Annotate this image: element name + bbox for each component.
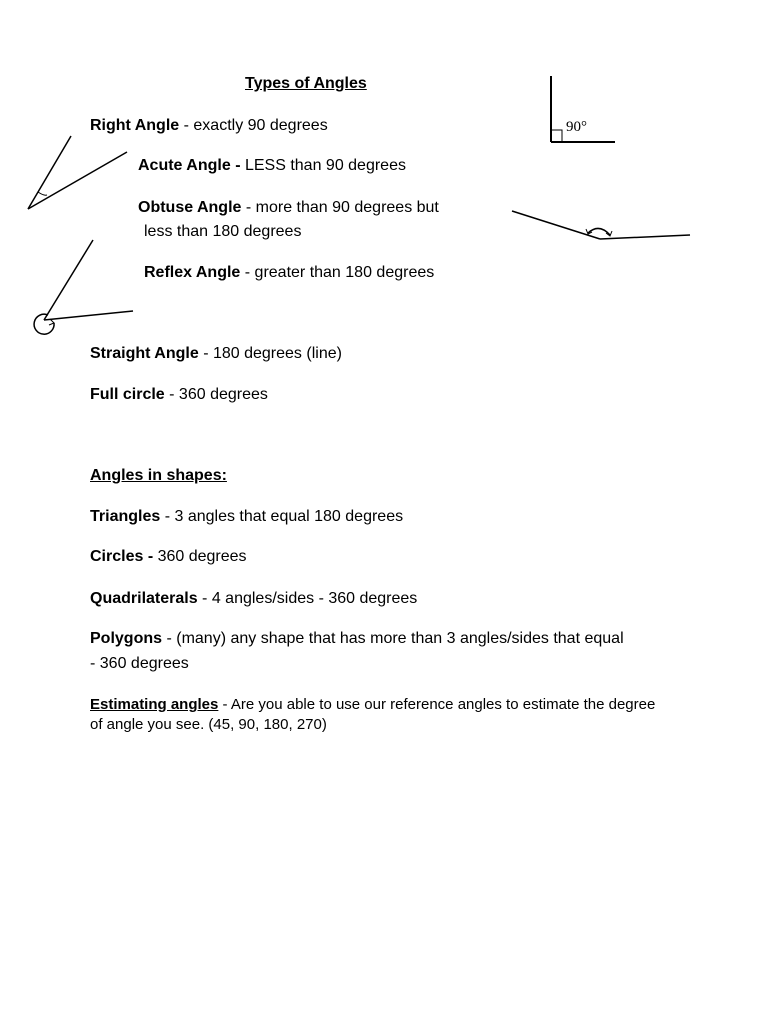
term-circles: Circles [90, 548, 144, 565]
desc-full-circle: 360 degrees [178, 386, 268, 403]
separator: - [143, 548, 158, 565]
quadrilaterals-definition [90, 589, 417, 609]
separator: - [164, 386, 179, 403]
desc-quadrilaterals: 4 angles/sides - 360 degrees [211, 590, 418, 607]
term-triangles: Triangles [90, 508, 161, 525]
straight-angle-definition [90, 344, 342, 364]
acute-angle-figure [20, 130, 135, 215]
term-obtuse-angle: Obtuse Angle [138, 199, 242, 216]
estimating-angles-paragraph [90, 695, 660, 735]
obtuse-angle-figure [510, 205, 695, 245]
right-angle-definition [90, 116, 328, 136]
desc-right-angle: exactly 90 degrees [193, 117, 328, 134]
reflex-angle-definition [144, 263, 434, 283]
circles-definition [90, 547, 247, 567]
reflex-angle-figure [20, 235, 140, 335]
term-reflex-angle: Reflex Angle [144, 264, 241, 281]
desc-polygons: (many) any shape that has more than 3 angles/sides that equal [176, 630, 624, 647]
term-acute-angle: Acute Angle [138, 157, 231, 174]
separator: - [179, 117, 194, 134]
right-angle-figure [540, 70, 630, 150]
right-angle-label: 90° [566, 119, 587, 135]
polygons-definition-cont: - 360 degrees [90, 655, 189, 672]
desc-triangles: 3 angles that equal 180 degrees [174, 508, 404, 525]
acute-angle-definition [138, 156, 406, 176]
separator: - [230, 157, 245, 174]
term-estimating-angles: Estimating angles [90, 696, 219, 713]
desc-circles: 360 degrees [157, 548, 247, 565]
term-polygons: Polygons [90, 630, 163, 647]
separator: - [218, 696, 231, 713]
separator: - [162, 630, 177, 647]
desc-obtuse-angle: more than 90 degrees but [255, 199, 439, 216]
term-straight-angle: Straight Angle [90, 345, 199, 362]
separator: - [240, 264, 255, 281]
shapes-heading: Angles in shapes: [90, 467, 227, 484]
term-full-circle: Full circle [90, 386, 165, 403]
polygons-definition [90, 629, 624, 649]
page-title: Types of Angles [245, 75, 367, 92]
term-right-angle: Right Angle [90, 117, 180, 134]
separator: - [198, 345, 213, 362]
desc-acute-angle: LESS than 90 degrees [244, 157, 406, 174]
full-circle-definition [90, 385, 268, 405]
desc-straight-angle: 180 degrees (line) [212, 345, 342, 362]
desc-estimating-angles: Are you able to use our reference angles to estimate the degree of angle you see. (45, 90, 180, 270) [90, 696, 656, 733]
separator: - [197, 590, 212, 607]
term-quadrilaterals: Quadrilaterals [90, 590, 198, 607]
triangles-definition [90, 507, 403, 527]
separator: - [241, 199, 256, 216]
obtuse-angle-definition [138, 198, 439, 218]
obtuse-angle-definition-cont: less than 180 degrees [144, 223, 302, 240]
separator: - [160, 508, 175, 525]
desc-reflex-angle: greater than 180 degrees [254, 264, 435, 281]
